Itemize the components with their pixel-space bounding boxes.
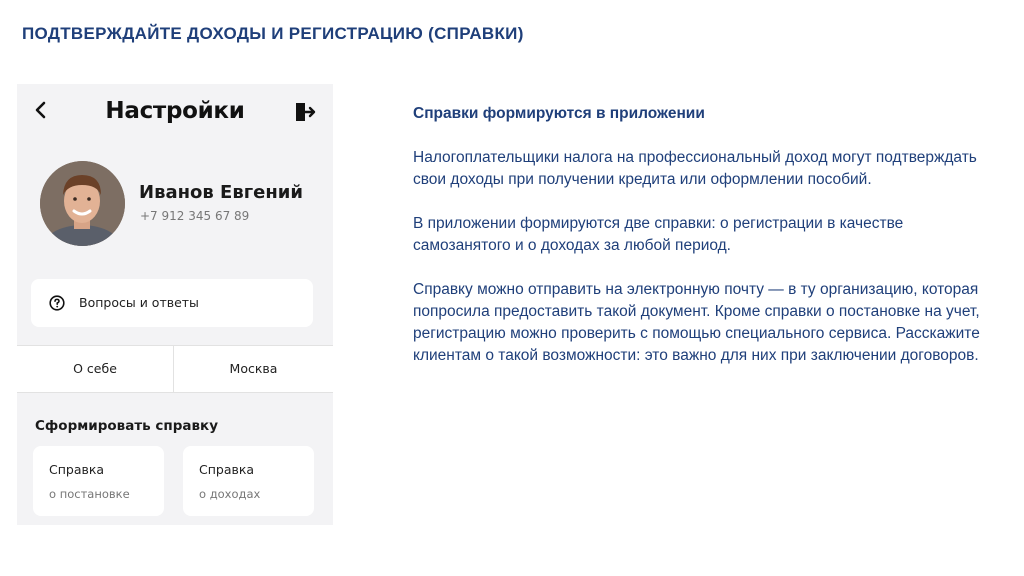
description-paragraph: Налогоплательщики налога на профессиональный доход могут подтверждать свои доходы при получении кредита или оформлении пособий. [413,149,977,188]
documents-section-title: Сформировать справку [35,418,218,434]
profile-tabs [17,345,333,393]
profile-phone: +7 912 345 67 89 [140,209,250,223]
description-paragraph: В приложении формируются две справки: о регистрации в качестве самозанятого и о доходах за любой период. [413,215,904,254]
doc-card-title: Справка [49,462,105,477]
description-paragraph: Справку можно отправить на электронную почту — в ту организацию, которая попросила предоставить такой документ. Кроме справки о постановке на учет, регистрацию можно проверить с помощью специального сервиса. Расскажите клиентам о такой возможности: это важно для них при заключении договоров. [413,281,980,364]
doc-card-subtitle: о доходах [199,487,261,501]
faq-button[interactable] [31,279,313,327]
tab-city[interactable]: Москва [229,361,278,376]
avatar-photo [40,161,125,246]
doc-card-title: Справка [199,462,255,477]
question-circle-icon [49,295,65,311]
faq-label: Вопросы и ответы [79,295,199,310]
tab-about[interactable]: О себе [17,346,174,392]
description-text [413,103,993,389]
logout-icon[interactable] [294,101,316,123]
doc-card-subtitle: о постановке [49,487,130,501]
profile-name: Иванов Евгений [139,182,304,203]
description-heading: Справки формируются в приложении [413,105,705,122]
phone-page-title: Настройки [105,98,245,124]
registration-certificate-button[interactable] [33,446,164,516]
phone-header [17,84,333,144]
income-certificate-button[interactable] [183,446,314,516]
slide-title: ПОДТВЕРЖДАЙТЕ ДОХОДЫ И РЕГИСТРАЦИЮ (СПРАВКИ) [22,24,524,43]
phone-screenshot [17,84,333,525]
avatar[interactable] [40,161,125,246]
